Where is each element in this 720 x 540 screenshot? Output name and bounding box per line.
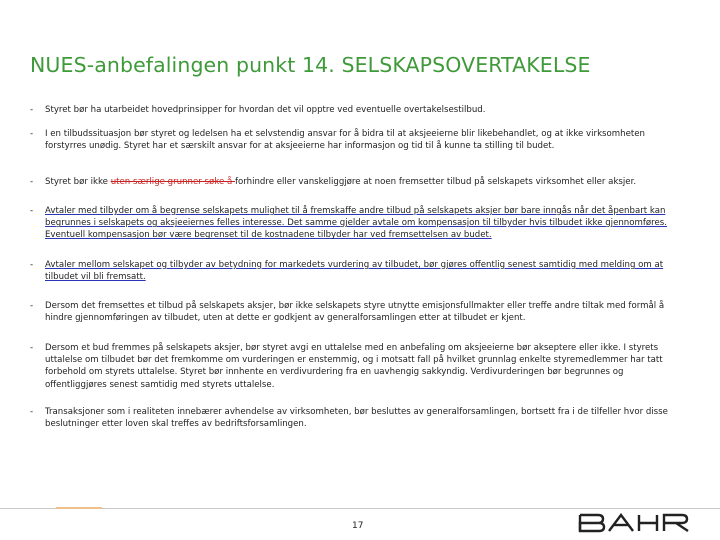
footer-divider bbox=[0, 508, 720, 509]
bullet-text: Transaksjoner som i realiteten innebærer avhendelse av virksomheten, bør besluttes av generalforsamlingen, bortsett fra i de tilfeller hvor disse beslutninger etter loven skal treffes av bedriftsforsamlingen. bbox=[45, 407, 668, 430]
bullet-marker: - bbox=[30, 260, 34, 270]
bullet-text: Dersom det fremsettes et tilbud på selskapets aksjer, bør ikke selskapets styre utnytte emisjonsfullmakter eller treffe andre tiltak med formål å hindre gjennomføringen av tilbudet, uten at dette er godkjent av generalforsamlingen etter at tilbudet er kjent. bbox=[45, 301, 665, 324]
bullet-marker: - bbox=[30, 206, 34, 216]
underlined-text: Avtaler mellom selskapet og tilbyder av betydning for markedets vurdering av tilbudet, bør gjøres offentlig senest samtidig med melding om at tilbudet vil bli fremsatt. bbox=[45, 260, 664, 283]
underlined-text: Avtaler med tilbyder om å begrense selskapets mulighet til å fremskaffe andre tilbud på selskapets aksjer bør bare inngås når det åpenbart kan begrunnes i selskapets og aksjeeiernes felles interesse. Det samme gjelder avtale om kompensasjon til tilbyder hvis tilbudet ikke gjennomføres. Eventuell kompensasjon bør være begrenset til de kostnadene tilbyder har ved fremsettelsen av budet. bbox=[45, 206, 668, 241]
bullet-text-part: Styret bør ikke bbox=[45, 177, 111, 187]
bullet-marker: - bbox=[30, 407, 34, 417]
bullet-text: I en tilbudssituasjon bør styret og ledelsen ha et selvstendig ansvar for å bidra til at aksjeeierne blir likebehandlet, og at ikke virksomheten forstyrres unødig. Styret har et særskilt ansvar for at aksjeeierne har informasjon og tid til å kunne ta stilling til budet. bbox=[45, 129, 645, 152]
bahr-logo bbox=[578, 513, 690, 533]
footer-accent bbox=[56, 507, 102, 509]
bullet-marker: - bbox=[30, 343, 34, 353]
slide-title: NUES-anbefalingen punkt 14. SELSKAPSOVERTAKELSE bbox=[30, 53, 591, 77]
bullet-text bbox=[45, 176, 685, 188]
bullet-marker: - bbox=[30, 301, 34, 311]
bullet-marker: - bbox=[30, 105, 34, 115]
page-number: 17 bbox=[352, 521, 364, 531]
bullet-text: Styret bør ha utarbeidet hovedprinsipper for hvordan det vil opptre ved eventuelle overtakelsestilbud. bbox=[45, 105, 486, 115]
bullet-marker: - bbox=[30, 177, 34, 187]
struck-text: uten særlige grunner søke å bbox=[110, 177, 235, 187]
bullet-text: Dersom et bud fremmes på selskapets aksjer, bør styret avgi en uttalelse med en anbefaling om aksjeeierne bør akseptere eller ikke. I styrets uttalelse om tilbudet bør det fremkomme om vurderingen er enstemmig, og i motsatt fall på hvilket grunnlag enkelte styremedlemmer har tatt forbehold om styrets uttalelse. Styret bør innhente en verdivurdering fra en uavhengig sakkyndig. Verdivurderingen bør begrunnes og offentliggjøres senest samtidig med styrets uttalelse. bbox=[45, 343, 663, 390]
bullet-text-part: forhindre eller vanskeliggjøre at noen fremsetter tilbud på selskapets virksomhet eller aksjer. bbox=[234, 177, 637, 187]
bullet-marker: - bbox=[30, 129, 34, 139]
